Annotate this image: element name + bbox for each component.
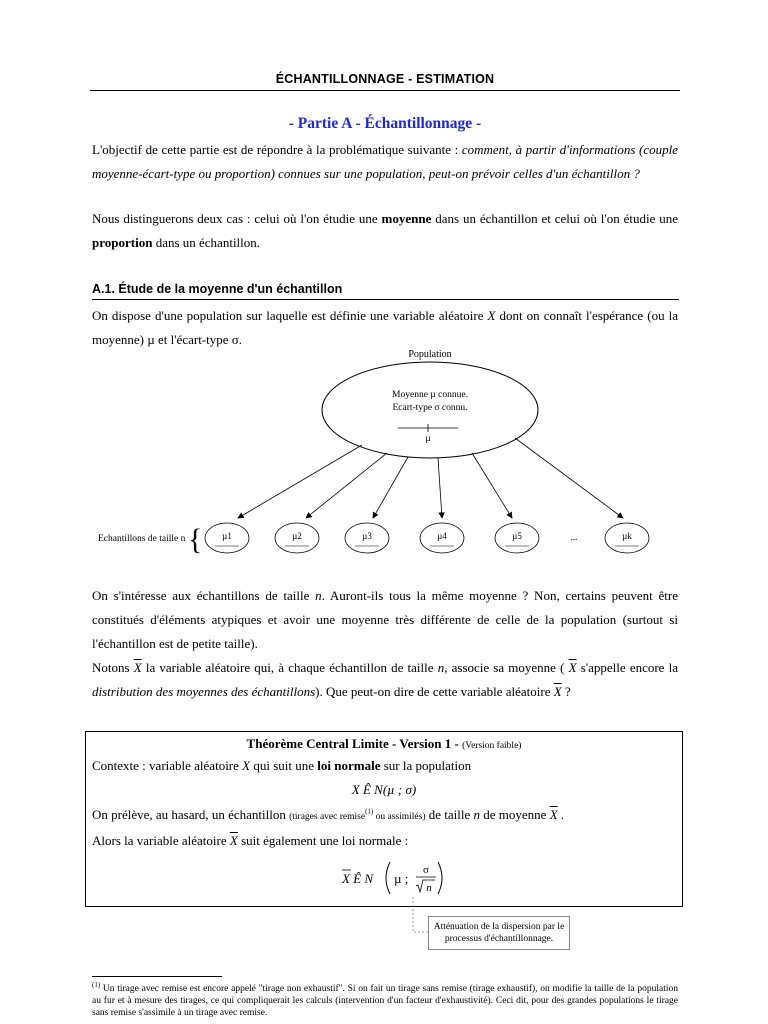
law2-mu: µ ;	[394, 871, 409, 886]
notation-paragraph	[92, 656, 678, 704]
sample-ellipsis: ...	[570, 532, 578, 542]
samples-text: On s'intéresse aux échantillons de taille	[92, 588, 316, 603]
theorem-title	[86, 736, 682, 752]
context-text-2: qui suit une	[250, 758, 318, 773]
law2-n: n	[426, 882, 432, 894]
cases-text: Nous distinguerons deux cas : celui où l'on étudie une	[92, 211, 382, 226]
sample-circle-5	[495, 523, 539, 553]
section-divider	[92, 299, 679, 300]
law2-left: X Ê N	[342, 871, 374, 886]
sample-mean-2: µ2	[292, 531, 302, 541]
intro-paragraph	[92, 138, 678, 186]
draw-note-2: ou assimilés)	[373, 812, 426, 822]
sample-circle-4	[420, 523, 464, 553]
context-text: Contexte : variable aléatoire	[92, 758, 243, 773]
cases-text-2: dans un échantillon et celui où l'on étudie une	[431, 211, 678, 226]
arrow-sample-5	[472, 453, 512, 518]
notation-text-5: ). Que peut-on dire de cette variable aléatoire	[315, 684, 554, 699]
sample-mean-1: µ1	[222, 531, 232, 541]
cases-paragraph	[92, 207, 678, 255]
context-law: loi normale	[317, 758, 381, 773]
xbar-symbol-2: $\overline{X}$	[568, 660, 577, 675]
footnote-ref: (1)	[365, 807, 374, 816]
notation-text: Notons	[92, 660, 134, 675]
draw-text-3: de moyenne	[480, 807, 550, 822]
cases-text-3: dans un échantillon.	[152, 235, 261, 250]
annotation-box: Atténuation de la dispersion par le processus d'échantillonnage.	[428, 916, 570, 950]
sampling-diagram	[90, 340, 680, 562]
theorem-law-1: X Ê N(µ ; σ)	[351, 782, 417, 797]
arrow-sample-2	[306, 453, 387, 518]
distribution-term: distribution des moyennes des échantillons	[92, 684, 316, 699]
notation-text-4: s'appelle encore la	[576, 660, 678, 675]
sample-mean-k: µk	[622, 531, 632, 541]
footnote-text: Un tirage avec remise est encore appelé "tirage non exhaustif". Si on fait un tirage sans remise (tirage exhaustif), on modifie la taille de la population au fur et à mesure des tirages, ce qui compliquerait les calculs (intervention d'un facteur d'exhaustivité). Ceci dit, pour des grandes populations le tirage sans remise s'assimile à un tirage avec remise.	[92, 984, 678, 1019]
theorem-box	[85, 731, 683, 907]
theorem-context	[92, 758, 471, 774]
theorem-conclusion	[92, 833, 408, 849]
arrow-sample-1	[238, 445, 362, 518]
var-n-2: n	[437, 660, 445, 675]
notation-text-2: la variable aléatoire qui, à chaque échantillon de taille	[141, 660, 438, 675]
theorem-version-note: (Version faible)	[462, 741, 522, 751]
section-text: On dispose d'une population sur laquelle est définie une variable aléatoire	[92, 308, 488, 323]
law2-sigma: σ	[423, 864, 429, 876]
footnote-marker: (1)	[92, 981, 101, 989]
sample-circle-3	[345, 523, 389, 553]
page-header: ÉCHANTILLONNAGE - ESTIMATION	[275, 72, 495, 86]
sample-circle-2	[275, 523, 319, 553]
population-label: Population	[408, 349, 452, 360]
samples-brace: {	[188, 523, 203, 556]
then-text-2: suit également une loi normale :	[237, 833, 409, 848]
draw-note: (tirages avec remise	[289, 812, 366, 822]
draw-text-4: .	[557, 807, 565, 822]
context-text-3: sur la population	[380, 758, 472, 773]
footnote	[92, 979, 678, 1019]
theorem-sampling	[92, 807, 564, 823]
notation-text-6: ?	[561, 684, 571, 699]
samples-text-2: . Auront-ils tous la même moyenne ? Non, certains peuvent être constitués d'éléments atypiques et avoir une moyenne très différente de celle de la population (surtout si l'échantillon est de petite taille).	[92, 588, 678, 651]
arrow-sample-4	[438, 458, 442, 518]
sample-circle-k	[605, 523, 649, 553]
samples-label: Echantillons de taille n	[98, 534, 186, 544]
draw-n: n	[473, 807, 481, 822]
section-text-2: dont on connaît l'espérance (ou la moyenne) µ et l'écart-type σ.	[92, 308, 678, 347]
arrow-sample-k	[515, 438, 623, 518]
draw-text: On prélève, au hasard, un échantillon	[92, 807, 290, 822]
theorem-title-text: Théorème Central Limite - Version 1 -	[246, 736, 463, 751]
problem-statement: comment, à partir d'informations (couple moyenne-écart-type ou proportion) connues sur une population, peut-on prévoir celles d'un échantillon ?	[92, 142, 678, 181]
keyword-proportion: proportion	[92, 235, 153, 250]
xbar-symbol-3: $\overline{X}$	[553, 684, 562, 699]
var-n: n	[315, 588, 322, 603]
sample-mean-3: µ3	[362, 531, 372, 541]
arrow-sample-3	[373, 457, 408, 518]
population-mean-label: Moyenne µ connue.	[392, 390, 468, 400]
draw-text-2: de taille	[425, 807, 474, 822]
then-text: Alors la variable aléatoire	[92, 833, 230, 848]
draw-xbar: $\overline{X}$	[549, 807, 558, 822]
population-mu-label: µ	[425, 434, 431, 444]
population-sd-label: Ecart-type σ connu.	[392, 403, 468, 413]
xbar-symbol: $\overline{X}$	[133, 660, 142, 675]
theorem-law-2	[334, 858, 444, 898]
part-title: - Partie A - Échantillonnage -	[288, 115, 482, 132]
then-xbar: $\overline{X}$	[229, 833, 238, 848]
keyword-moyenne: moyenne	[381, 211, 432, 226]
sample-circle-1	[205, 523, 249, 553]
header-divider	[90, 90, 680, 91]
samples-paragraph	[92, 584, 678, 656]
section-title: A.1. Étude de la moyenne d'un échantillon	[92, 282, 343, 296]
variable-x: X	[487, 308, 496, 323]
context-var: X	[242, 758, 251, 773]
intro-text: L'objectif de cette partie est de répondre à la problématique suivante :	[92, 142, 462, 157]
sample-mean-4: µ4	[437, 531, 447, 541]
notation-text-3: , associe sa moyenne (	[444, 660, 565, 675]
sample-mean-5: µ5	[512, 531, 522, 541]
footnote-divider	[92, 976, 222, 977]
